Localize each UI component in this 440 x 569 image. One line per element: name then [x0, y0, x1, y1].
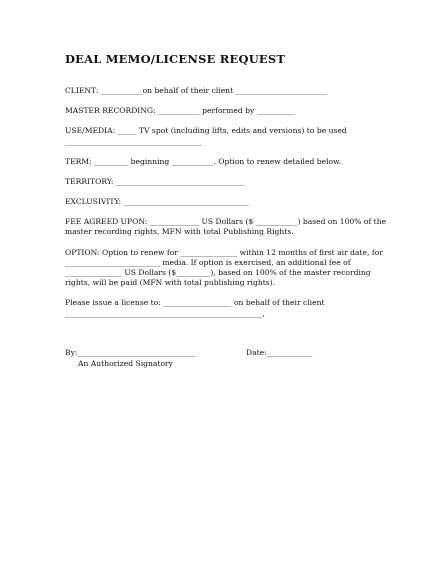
fee-line-1: FEE AGREED UPON: _____________ US Dollars ($ ___________) based on 100% of the: [65, 217, 387, 226]
option-line-4: rights, will be paid (MFN with total publishing rights).: [65, 278, 276, 287]
by-signature-line: By:_______________________________: [65, 348, 196, 357]
option-line-1: OPTION: Option to renew for _______________ within 12 months of first air date, for: [65, 248, 383, 257]
fee-line-2: master recording rights, MFN with total Publishing Rights.: [65, 227, 294, 236]
option-line-3: _______________ US Dollars ($_________), based on 100% of the master recording: [65, 268, 371, 277]
license-line-1: Please issue a license to: __________________ on behalf of their client: [65, 298, 325, 307]
option-line-2: _________________________ media. If option is exercised, an additional fee of: [65, 258, 351, 267]
use-media-line: USE/MEDIA: _____ TV spot (including lifts, edits and versions) to be used: [65, 126, 347, 135]
date-line: Date:____________: [246, 348, 313, 357]
client-line: CLIENT: ___________on behalf of their client ________________________: [65, 86, 327, 95]
document-title: DEAL MEMO/LICENSE REQUEST: [65, 52, 286, 66]
territory-line: TERRITORY: __________________________________: [65, 177, 245, 186]
use-media-continuation: ____________________________________: [65, 137, 202, 146]
exclusivity-line: EXCLUSIVITY: _________________________________: [65, 197, 249, 206]
license-line-2: ____________________________________________________,: [65, 309, 265, 318]
authorized-signatory-label: An Authorized Signatory: [78, 359, 173, 368]
master-recording-line: MASTER RECORDING: ___________ performed by __________: [65, 106, 295, 115]
term-line: TERM: _________ beginning ___________. Option to renew detailed below.: [65, 157, 342, 166]
